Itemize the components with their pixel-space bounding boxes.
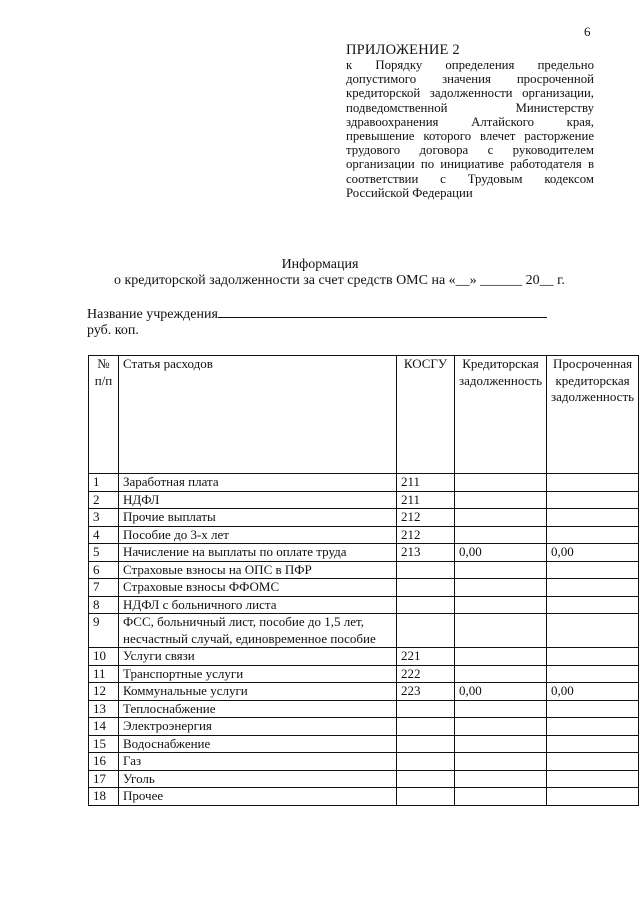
cell-overdue (547, 561, 639, 579)
table-row (89, 544, 639, 562)
cell-num: 1 (89, 474, 119, 492)
institution-label: Название учреждения (87, 307, 218, 322)
cell-debt: 0,00 (455, 544, 547, 562)
table-row (89, 770, 639, 788)
cell-kosgu (397, 753, 455, 771)
cell-overdue (547, 596, 639, 614)
cell-item: Газ (119, 753, 397, 771)
cell-kosgu (397, 718, 455, 736)
table-row (89, 579, 639, 597)
cell-num: 16 (89, 753, 119, 771)
cell-debt (455, 753, 547, 771)
cell-overdue (547, 770, 639, 788)
appendix-title: ПРИЛОЖЕНИЕ 2 (346, 42, 460, 58)
cell-item: ФСС, больничный лист, пособие до 1,5 лет, несчастный случай, единовременное пособие (119, 614, 397, 648)
appendix-block (346, 42, 594, 200)
cell-num: 18 (89, 788, 119, 806)
table-row (89, 718, 639, 736)
cell-overdue: 0,00 (547, 544, 639, 562)
cell-debt (455, 491, 547, 509)
cell-num: 15 (89, 735, 119, 753)
cell-debt (455, 648, 547, 666)
cell-num: 9 (89, 614, 119, 648)
cell-num: 7 (89, 579, 119, 597)
table-header-row (89, 356, 639, 474)
cell-num: 2 (89, 491, 119, 509)
cell-kosgu (397, 735, 455, 753)
table-row (89, 665, 639, 683)
cell-kosgu: 213 (397, 544, 455, 562)
cell-debt (455, 526, 547, 544)
cell-debt (455, 561, 547, 579)
cell-kosgu (397, 700, 455, 718)
cell-overdue (547, 718, 639, 736)
cell-overdue (547, 700, 639, 718)
institution-blank (218, 305, 547, 318)
cell-kosgu: 211 (397, 474, 455, 492)
currency-note: руб. коп. (87, 323, 139, 338)
cell-debt (455, 579, 547, 597)
institution-line (87, 305, 547, 323)
header-debt: Кредиторская задолженность (455, 356, 547, 474)
cell-kosgu: 212 (397, 509, 455, 527)
cell-item: Услуги связи (119, 648, 397, 666)
cell-item: Страховые взносы на ОПС в ПФР (119, 561, 397, 579)
cell-overdue (547, 735, 639, 753)
cell-num: 5 (89, 544, 119, 562)
cell-kosgu: 223 (397, 683, 455, 701)
table-row (89, 700, 639, 718)
cell-overdue (547, 579, 639, 597)
table-row (89, 596, 639, 614)
cell-overdue (547, 665, 639, 683)
cell-item: Заработная плата (119, 474, 397, 492)
cell-item: Уголь (119, 770, 397, 788)
cell-num: 3 (89, 509, 119, 527)
cell-debt (455, 596, 547, 614)
cell-debt (455, 718, 547, 736)
cell-item: Прочее (119, 788, 397, 806)
info-title: Информация (281, 257, 359, 272)
cell-overdue (547, 753, 639, 771)
cell-overdue (547, 788, 639, 806)
cell-kosgu: 221 (397, 648, 455, 666)
debt-table (88, 355, 639, 806)
cell-num: 10 (89, 648, 119, 666)
cell-debt (455, 474, 547, 492)
cell-debt (455, 509, 547, 527)
cell-kosgu: 212 (397, 526, 455, 544)
cell-num: 11 (89, 665, 119, 683)
cell-overdue (547, 474, 639, 492)
cell-debt (455, 735, 547, 753)
header-overdue: Просроченная кредиторская задолженность (547, 356, 639, 474)
cell-kosgu (397, 770, 455, 788)
table-row (89, 491, 639, 509)
cell-debt (455, 614, 547, 648)
header-kosgu: КОСГУ (397, 356, 455, 474)
cell-item: Водоснабжение (119, 735, 397, 753)
appendix-body: к Порядку определения предельно допустимого значения просроченной кредиторской задолженности организации, подведомственной Министерству здравоохранения Алтайского края, превышение которого влечет расторжение трудового договора с руководителем организации по инициативе работодателя в соответствии с Трудовым кодексом Российской Федерации (346, 58, 594, 200)
cell-kosgu (397, 561, 455, 579)
cell-num: 14 (89, 718, 119, 736)
cell-num: 13 (89, 700, 119, 718)
cell-kosgu: 222 (397, 665, 455, 683)
cell-kosgu: 211 (397, 491, 455, 509)
cell-debt: 0,00 (455, 683, 547, 701)
cell-kosgu (397, 614, 455, 648)
cell-num: 12 (89, 683, 119, 701)
cell-overdue (547, 509, 639, 527)
cell-item: Теплоснабжение (119, 700, 397, 718)
cell-item: НДФЛ с больничного листа (119, 596, 397, 614)
cell-item: НДФЛ (119, 491, 397, 509)
cell-debt (455, 770, 547, 788)
cell-num: 6 (89, 561, 119, 579)
cell-overdue (547, 648, 639, 666)
cell-kosgu (397, 788, 455, 806)
table-row (89, 648, 639, 666)
cell-overdue (547, 491, 639, 509)
table-row (89, 561, 639, 579)
header-num: № п/п (89, 356, 119, 474)
table-row (89, 753, 639, 771)
cell-overdue (547, 526, 639, 544)
table-row (89, 509, 639, 527)
cell-kosgu (397, 596, 455, 614)
cell-debt (455, 665, 547, 683)
cell-item: Электроэнергия (119, 718, 397, 736)
info-subtitle: о кредиторской задолженности за счет средств ОМС на «__» ______ 20__ г. (114, 273, 565, 288)
cell-item: Прочие выплаты (119, 509, 397, 527)
cell-num: 8 (89, 596, 119, 614)
table-row (89, 683, 639, 701)
cell-debt (455, 700, 547, 718)
cell-item: Страховые взносы ФФОМС (119, 579, 397, 597)
page-number: 6 (584, 24, 591, 39)
cell-item: Начисление на выплаты по оплате труда (119, 544, 397, 562)
cell-num: 4 (89, 526, 119, 544)
cell-overdue: 0,00 (547, 683, 639, 701)
cell-overdue (547, 614, 639, 648)
table-row (89, 526, 639, 544)
table-row (89, 788, 639, 806)
cell-item: Транспортные услуги (119, 665, 397, 683)
cell-item: Пособие до 3-х лет (119, 526, 397, 544)
cell-debt (455, 788, 547, 806)
cell-item: Коммунальные услуги (119, 683, 397, 701)
cell-kosgu (397, 579, 455, 597)
header-item: Статья расходов (119, 356, 397, 474)
table-row (89, 614, 639, 648)
table-row (89, 735, 639, 753)
table-row (89, 474, 639, 492)
cell-num: 17 (89, 770, 119, 788)
